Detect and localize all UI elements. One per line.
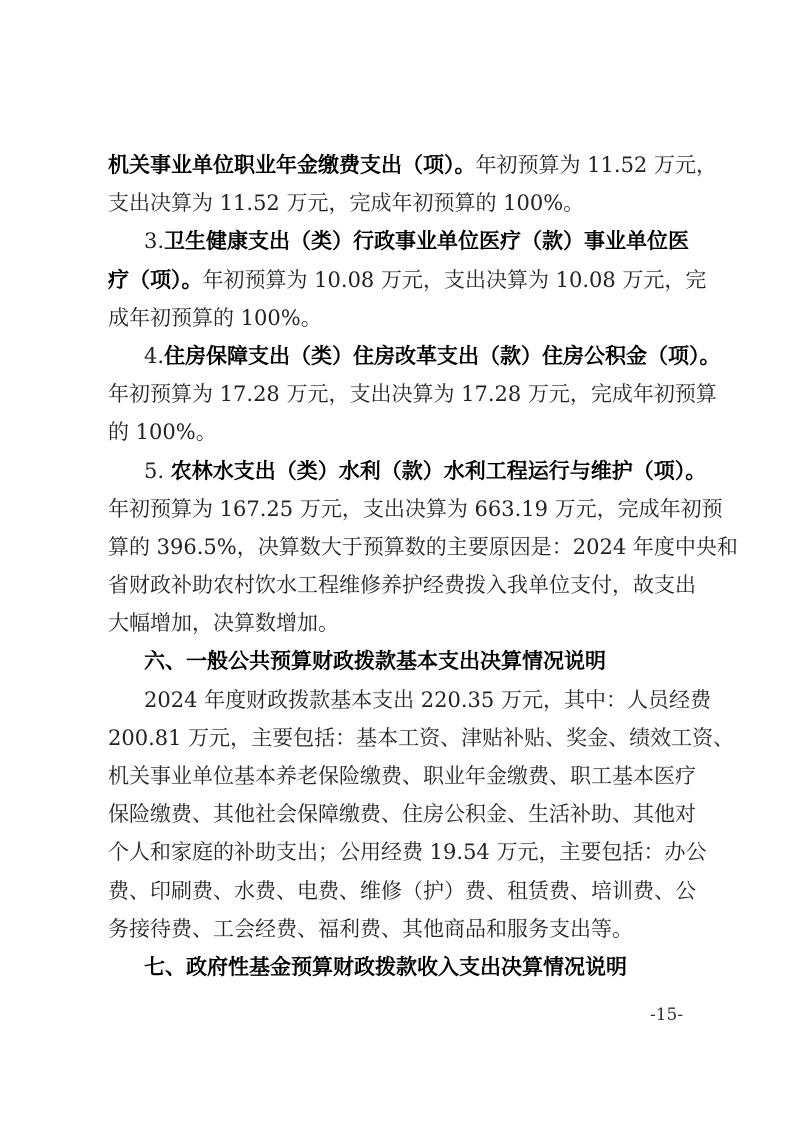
text-line xyxy=(108,146,717,184)
section-heading-7: 七、政府性基金预算财政拨款收入支出决算情况说明 xyxy=(144,953,627,979)
text-line: 的 100%。 xyxy=(108,420,217,445)
text-line: 保险缴费、其他社会保障缴费、住房公积金、生活补助、其他对 xyxy=(108,802,696,827)
bold-item-title: 农林水支出（类）水利（款）水利工程运行与维护（项）。 xyxy=(170,457,707,483)
text-line: 机关事业单位基本养老保险缴费、职业年金缴费、职工基本医疗 xyxy=(108,764,696,788)
text-line xyxy=(108,337,721,375)
bold-item-title: 机关事业单位职业年金缴费支出（项）。 xyxy=(108,152,476,177)
text-line: 年初预算为 17.28 万元，支出决算为 17.28 万元，完成年初预算 xyxy=(108,382,717,407)
text-line: 个人和家庭的补助支出；公用经费 19.54 万元，主要包括：办公 xyxy=(108,840,707,865)
text-line: 大幅增加，决算数增加。 xyxy=(108,611,339,636)
text-line: 务接待费、工会经费、福利费、其他商品和服务支出等。 xyxy=(108,916,633,941)
item-number: 4. xyxy=(144,343,165,368)
text-line: 成年初预算的 100%。 xyxy=(108,305,322,330)
item-number: 5. xyxy=(144,458,171,483)
document-body xyxy=(108,146,738,986)
text-line xyxy=(108,261,707,299)
section-heading-6: 六、一般公共预算财政拨款基本支出决算情况说明 xyxy=(144,648,606,674)
text-line: 费、印刷费、水费、电费、维修（护）费、租赁费、培训费、公 xyxy=(108,878,696,903)
bold-item-title: 卫生健康支出（类）行政事业单位医疗（款）事业单位医 xyxy=(164,228,690,254)
text-line: 支出决算为 11.52 万元，完成年初预算的 100%。 xyxy=(108,191,585,216)
page-number: -15- xyxy=(650,1005,684,1025)
text-line: 年初预算为 167.25 万元，支出决算为 663.19 万元，完成年初预 xyxy=(108,496,723,521)
bold-item-title: 住房保障支出（类）住房改革支出（款）住房公积金（项）。 xyxy=(164,342,721,368)
bold-item-title: 疗（项）。 xyxy=(108,266,203,292)
text-line xyxy=(108,452,707,490)
text-line: 省财政补助农村饮水工程维修养护经费拨入我单位支付，故支出 xyxy=(108,573,696,598)
text: 年初预算为 11.52 万元， xyxy=(475,153,717,177)
text-line: 200.81 万元，主要包括：基本工资、津贴补贴、奖金、绩效工资、 xyxy=(108,725,735,750)
text: 年初预算为 10.08 万元，支出决算为 10.08 万元，完 xyxy=(202,267,707,292)
text-line: 2024 年度财政拨款基本支出 220.35 万元，其中：人员经费 xyxy=(144,687,711,712)
text-line: 算的 396.5%，决算数大于预算数的主要原因是：2024 年度中央和 xyxy=(108,534,738,559)
text-line xyxy=(108,222,690,260)
item-number: 3. xyxy=(144,229,165,254)
